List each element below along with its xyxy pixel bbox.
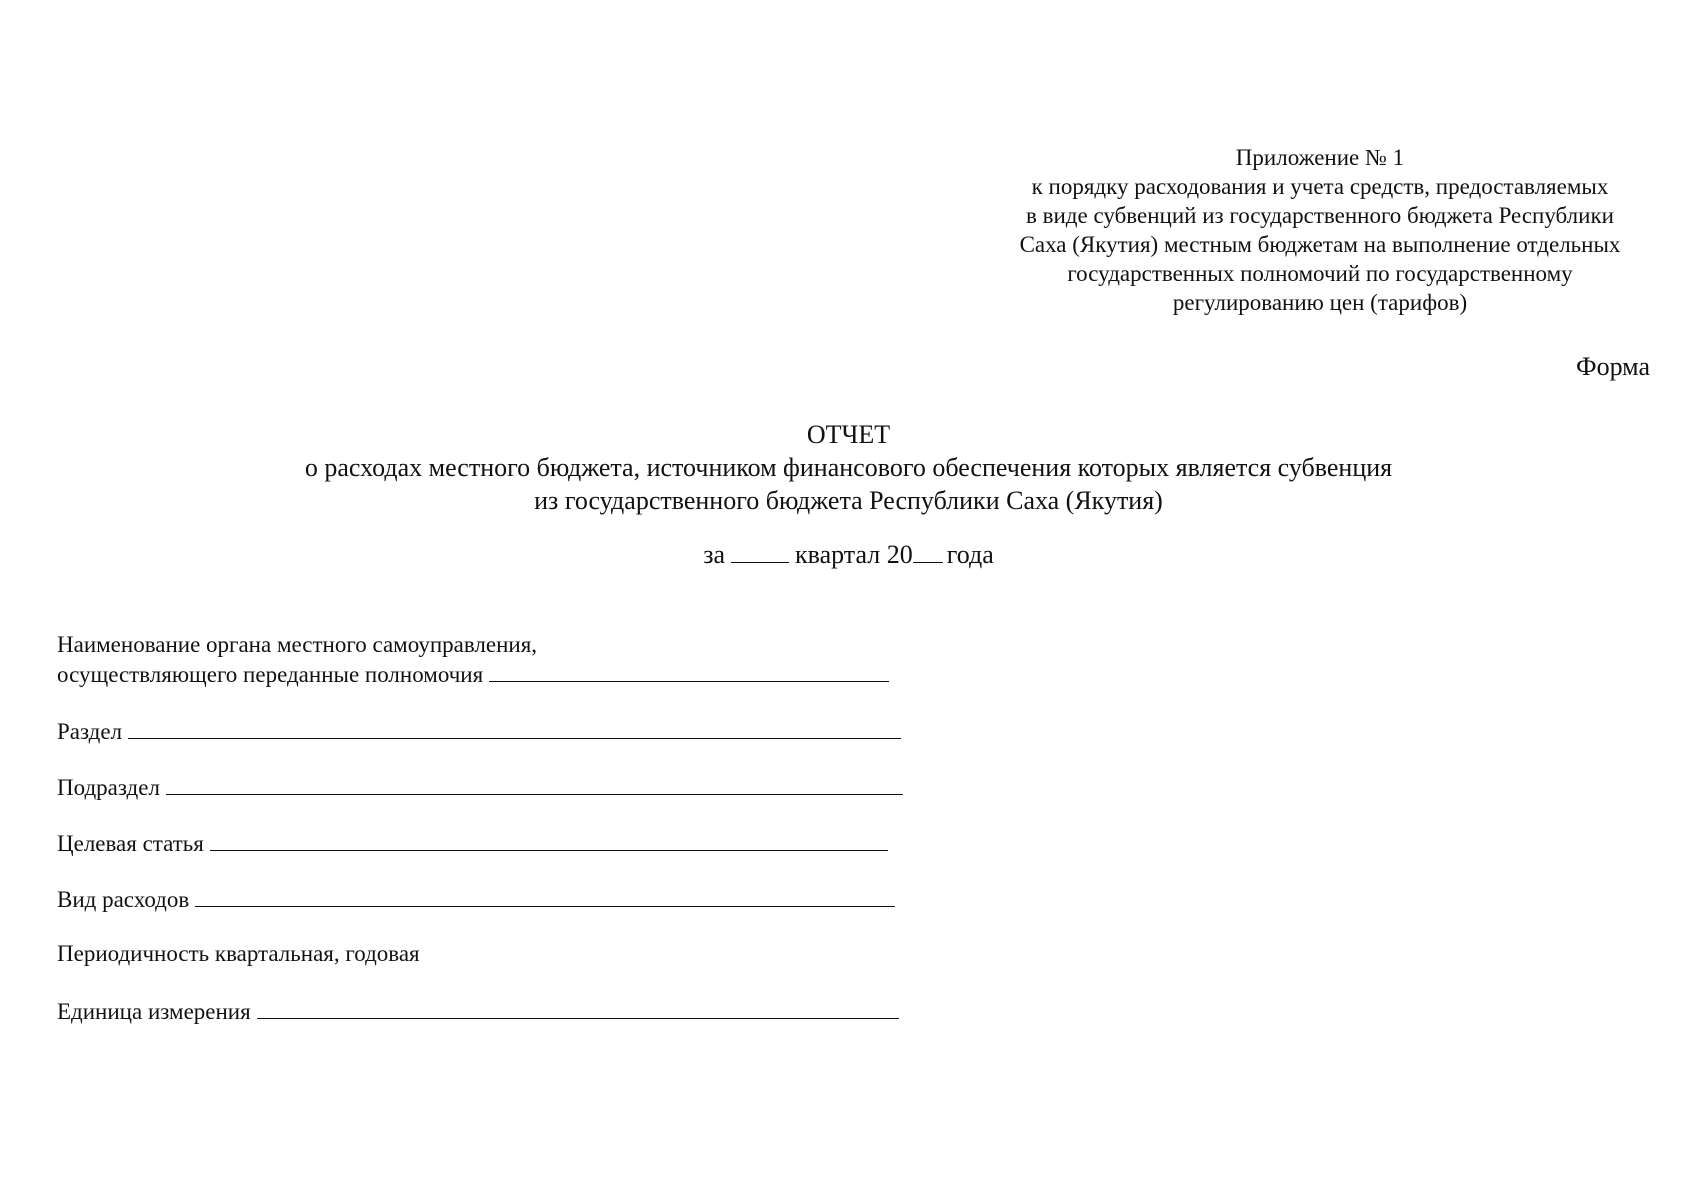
subsection-input-line[interactable] [166, 772, 903, 795]
appendix-number: Приложение № 1 [1235, 145, 1405, 170]
target-article-input-line[interactable] [210, 828, 888, 851]
target-article-label: Целевая статья [57, 831, 204, 856]
appendix-header [960, 143, 1680, 317]
authority-label: осуществляющего переданные полномочия [57, 662, 484, 687]
appendix-line: Саха (Якутия) местным бюджетам на выполнение отдельных [1019, 232, 1621, 257]
appendix-line: государственных полномочий по государственному [1067, 261, 1573, 286]
expense-type-label: Вид расходов [57, 887, 190, 912]
report-title [0, 418, 1697, 517]
section-field [57, 716, 901, 746]
subsection-label: Подраздел [57, 775, 160, 800]
report-subtitle-line1: о расходах местного бюджета, источником финансового обеспечения которых является субвенция [304, 453, 1393, 482]
report-period [0, 540, 1697, 570]
authority-label-line1: Наименование органа местного самоуправления, [57, 632, 538, 657]
year-blank[interactable] [913, 540, 943, 563]
quarter-blank[interactable] [731, 540, 789, 563]
unit-field [57, 996, 899, 1026]
appendix-line: в виде субвенций из государственного бюджета Республики [1026, 203, 1614, 228]
target-article-field [57, 828, 888, 858]
unit-input-line[interactable] [257, 996, 899, 1019]
authority-field [57, 659, 889, 689]
section-input-line[interactable] [128, 716, 901, 739]
appendix-line: к порядку расходования и учета средств, предоставляемых [1031, 174, 1609, 199]
form-label: Форма [1576, 352, 1650, 381]
report-subtitle-line2: из государственного бюджета Республики Саха (Якутия) [534, 486, 1163, 515]
section-label: Раздел [57, 719, 123, 744]
authority-input-line[interactable] [489, 659, 889, 682]
period-middle: квартал 20 [795, 540, 913, 569]
periodicity-label: Периодичность квартальная, годовая [57, 941, 420, 966]
subsection-field [57, 772, 903, 802]
expense-type-input-line[interactable] [195, 884, 895, 907]
report-heading: ОТЧЕТ [806, 420, 891, 449]
appendix-line: регулированию цен (тарифов) [1172, 290, 1468, 315]
period-suffix: года [946, 540, 994, 569]
periodicity-field [57, 940, 420, 968]
expense-type-field [57, 884, 895, 914]
period-prefix: за [703, 540, 726, 569]
unit-label: Единица измерения [57, 999, 251, 1024]
